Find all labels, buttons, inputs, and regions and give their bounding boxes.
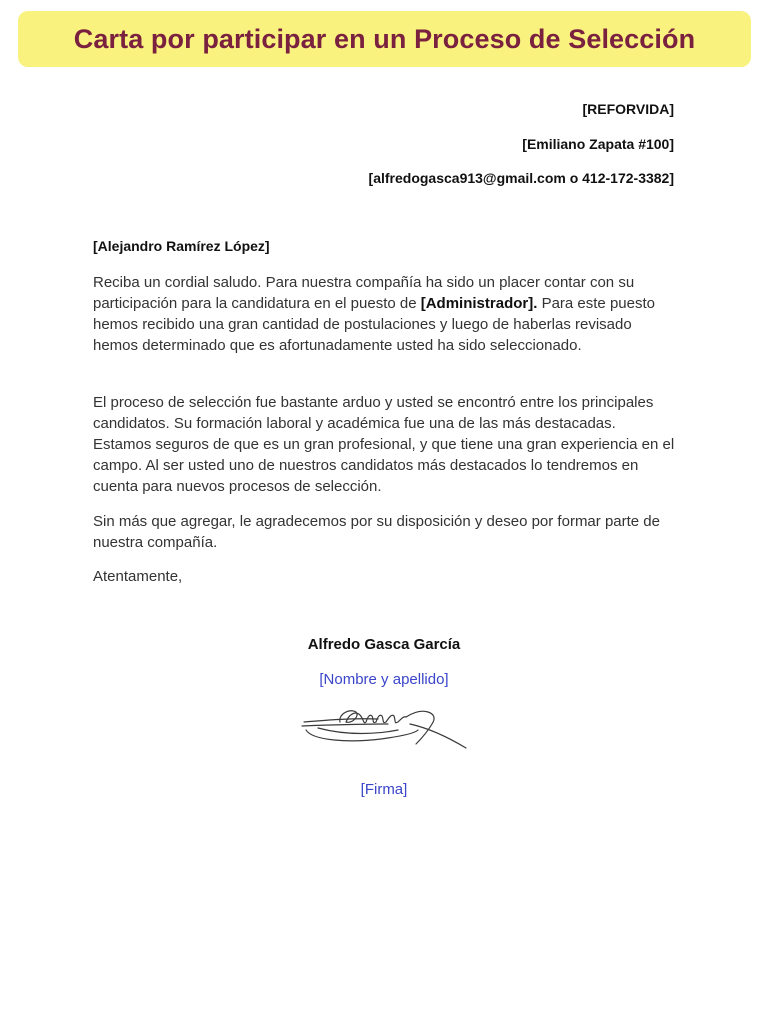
recipient-name: [Alejandro Ramírez López] <box>93 238 270 254</box>
handwritten-signature <box>298 700 470 752</box>
sender-address: [Emiliano Zapata #100] <box>522 136 674 152</box>
letter-paragraph-3 <box>93 511 678 553</box>
sender-contact: [alfredogasca913@gmail.com o 412-172-3382] <box>368 170 674 186</box>
paragraph-1-text-start: Reciba un cordial saludo. Para nuestra compañía ha sido un placer contar con su participación para la candidatura en el puesto de <box>93 274 635 312</box>
paragraph-2-text: El proceso de selección fue bastante arduo y usted se encontró entre los principales candidatos. Su formación laboral y académica fue una de las más destacadas. Estamos seguros de que es un gran profesional, y que tiene una gran experiencia en el campo. Al ser usted uno de nuestros candidatos más destacados lo tendremos en cuenta para nuevos procesos de selección. <box>93 394 675 495</box>
signature-placeholder: [Firma] <box>360 781 408 798</box>
paragraph-3-text: Sin más que agregar, le agradecemos por su disposición y deseo por formar parte de nuestra compañía. <box>93 513 660 551</box>
name-placeholder: [Nombre y apellido] <box>319 671 449 688</box>
letter-paragraph-2 <box>93 392 678 497</box>
letter-paragraph-1 <box>93 272 678 356</box>
document-title: Carta por participar en un Proceso de Selección <box>73 23 696 54</box>
title-banner <box>18 11 751 67</box>
paragraph-1-text-end: Para este puesto hemos recibido una gran cantidad de postulaciones y luego de haberlas revisado hemos determinado que es afortunadamente usted ha sido seleccionado. <box>93 295 655 354</box>
closing-salutation: Atentamente, <box>93 568 183 585</box>
signer-name: Alfredo Gasca García <box>307 636 461 653</box>
sender-company: [REFORVIDA] <box>582 101 674 117</box>
role-placeholder: [Administrador]. <box>420 295 538 312</box>
